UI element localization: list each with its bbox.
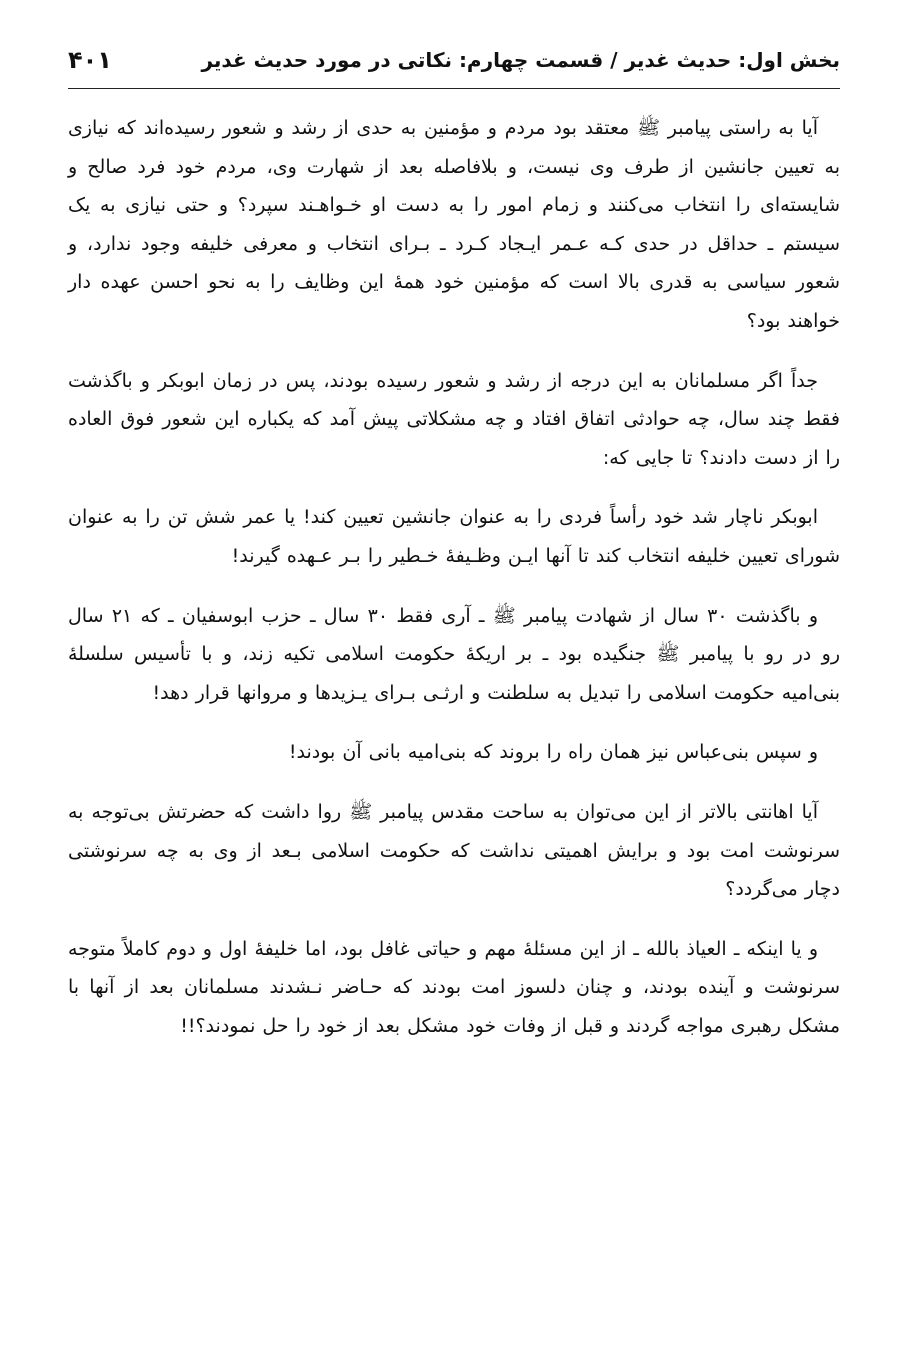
paragraph: جداً اگر مسلمانان به این درجه از رشد و شعور رسیده بودند، پس در زمان ابوبکر و باگذشت فقط چند سال، چه حوادثی اتفاق افتاد و چه مشکلاتی پیش آمد که یکباره این شعور فوق العاده را از دست دادند؟ تا جایی که: — [68, 369, 840, 469]
paragraph: آیا به راستی پیامبر ﷺ معتقد بود مردم و مؤمنین به حدی از رشد و شعور رسیده‌اند که نیازی به تعیین جانشین از طرف وی نیست، و بلافاصله بعد از شهارت وی، مردم خود فرد صالح و شایسته‌ای را انتخاب می‌کنند و زمام امور را به دست او خـواهـند سپرد؟ و حتی نیازی به یک سیستم ـ حداقل در حدی کـه عـمر ایـجاد کـرد ـ بـرای انتخاب و معرفی خلیفه وجود ندارد، و شعور سیاسی به قدری بالا است که مؤمنین خود همهٔ این وظایف را به نحو احسن عهده دار خواهند بود؟ — [68, 117, 840, 332]
body-text — [68, 109, 840, 1045]
paragraph: و باگذشت ۳۰ سال از شهادت پیامبر ﷺ ـ آری فقط ۳۰ سال ـ حزب ابوسفیان ـ که ۲۱ سال رو در رو با پیامبر ﷺ جنگیده بود ـ بر اریکهٔ حکومت اسلامی تکیه زند، و با تأسیس سلسلهٔ بنی‌امیه حکومت اسلامی را تبدیل به سلطنت و ارثـی بـرای یـزیدها و مروانها قرار دهد! — [68, 604, 840, 704]
book-page — [68, 28, 840, 1348]
paragraph: ابوبکر ناچار شد خود رأساً فردی را به عنوان جانشین تعیین کند! یا عمر شش تن را به عنوان شورای تعیین خلیفه انتخاب کند تا آنها ایـن وظـیفهٔ خـطیر را بـر عـهده گیرند! — [68, 506, 840, 567]
page-header — [68, 28, 840, 80]
paragraph: و یا اینکه ـ العیاذ بالله ـ از این مسئلهٔ مهم و حیاتی غافل بود، اما خلیفهٔ اول و دوم کاملاً متوجه سرنوشت و آینده بودند، و چنان دلسوز امت بودند که حـاضر نـشدند مسلمانان بعد از آنها با مشکل رهبری مواجه گردند و قبل از وفات خود مشکل بعد از خود را حل نمودند؟!! — [68, 937, 840, 1037]
running-title: بخش اول: حدیث غدیر / قسمت چهارم: نکاتی در مورد حدیث غدیر — [201, 48, 840, 72]
paragraph: آیا اهانتی بالاتر از این می‌توان به ساحت مقدس پیامبر ﷺ روا داشت که حضرتش بی‌توجه به سرنوشت امت بود و برایش اهمیتی نداشت که حکومت اسلامی بـعد از وی به چه سرنوشتی دچار می‌گردد؟ — [68, 800, 840, 901]
paragraph: و سپس بنی‌عباس نیز همان راه را بروند که بنی‌امیه بانی آن بودند! — [288, 741, 818, 764]
page-number: ۴۰۱ — [68, 46, 112, 74]
header-divider — [68, 88, 840, 89]
